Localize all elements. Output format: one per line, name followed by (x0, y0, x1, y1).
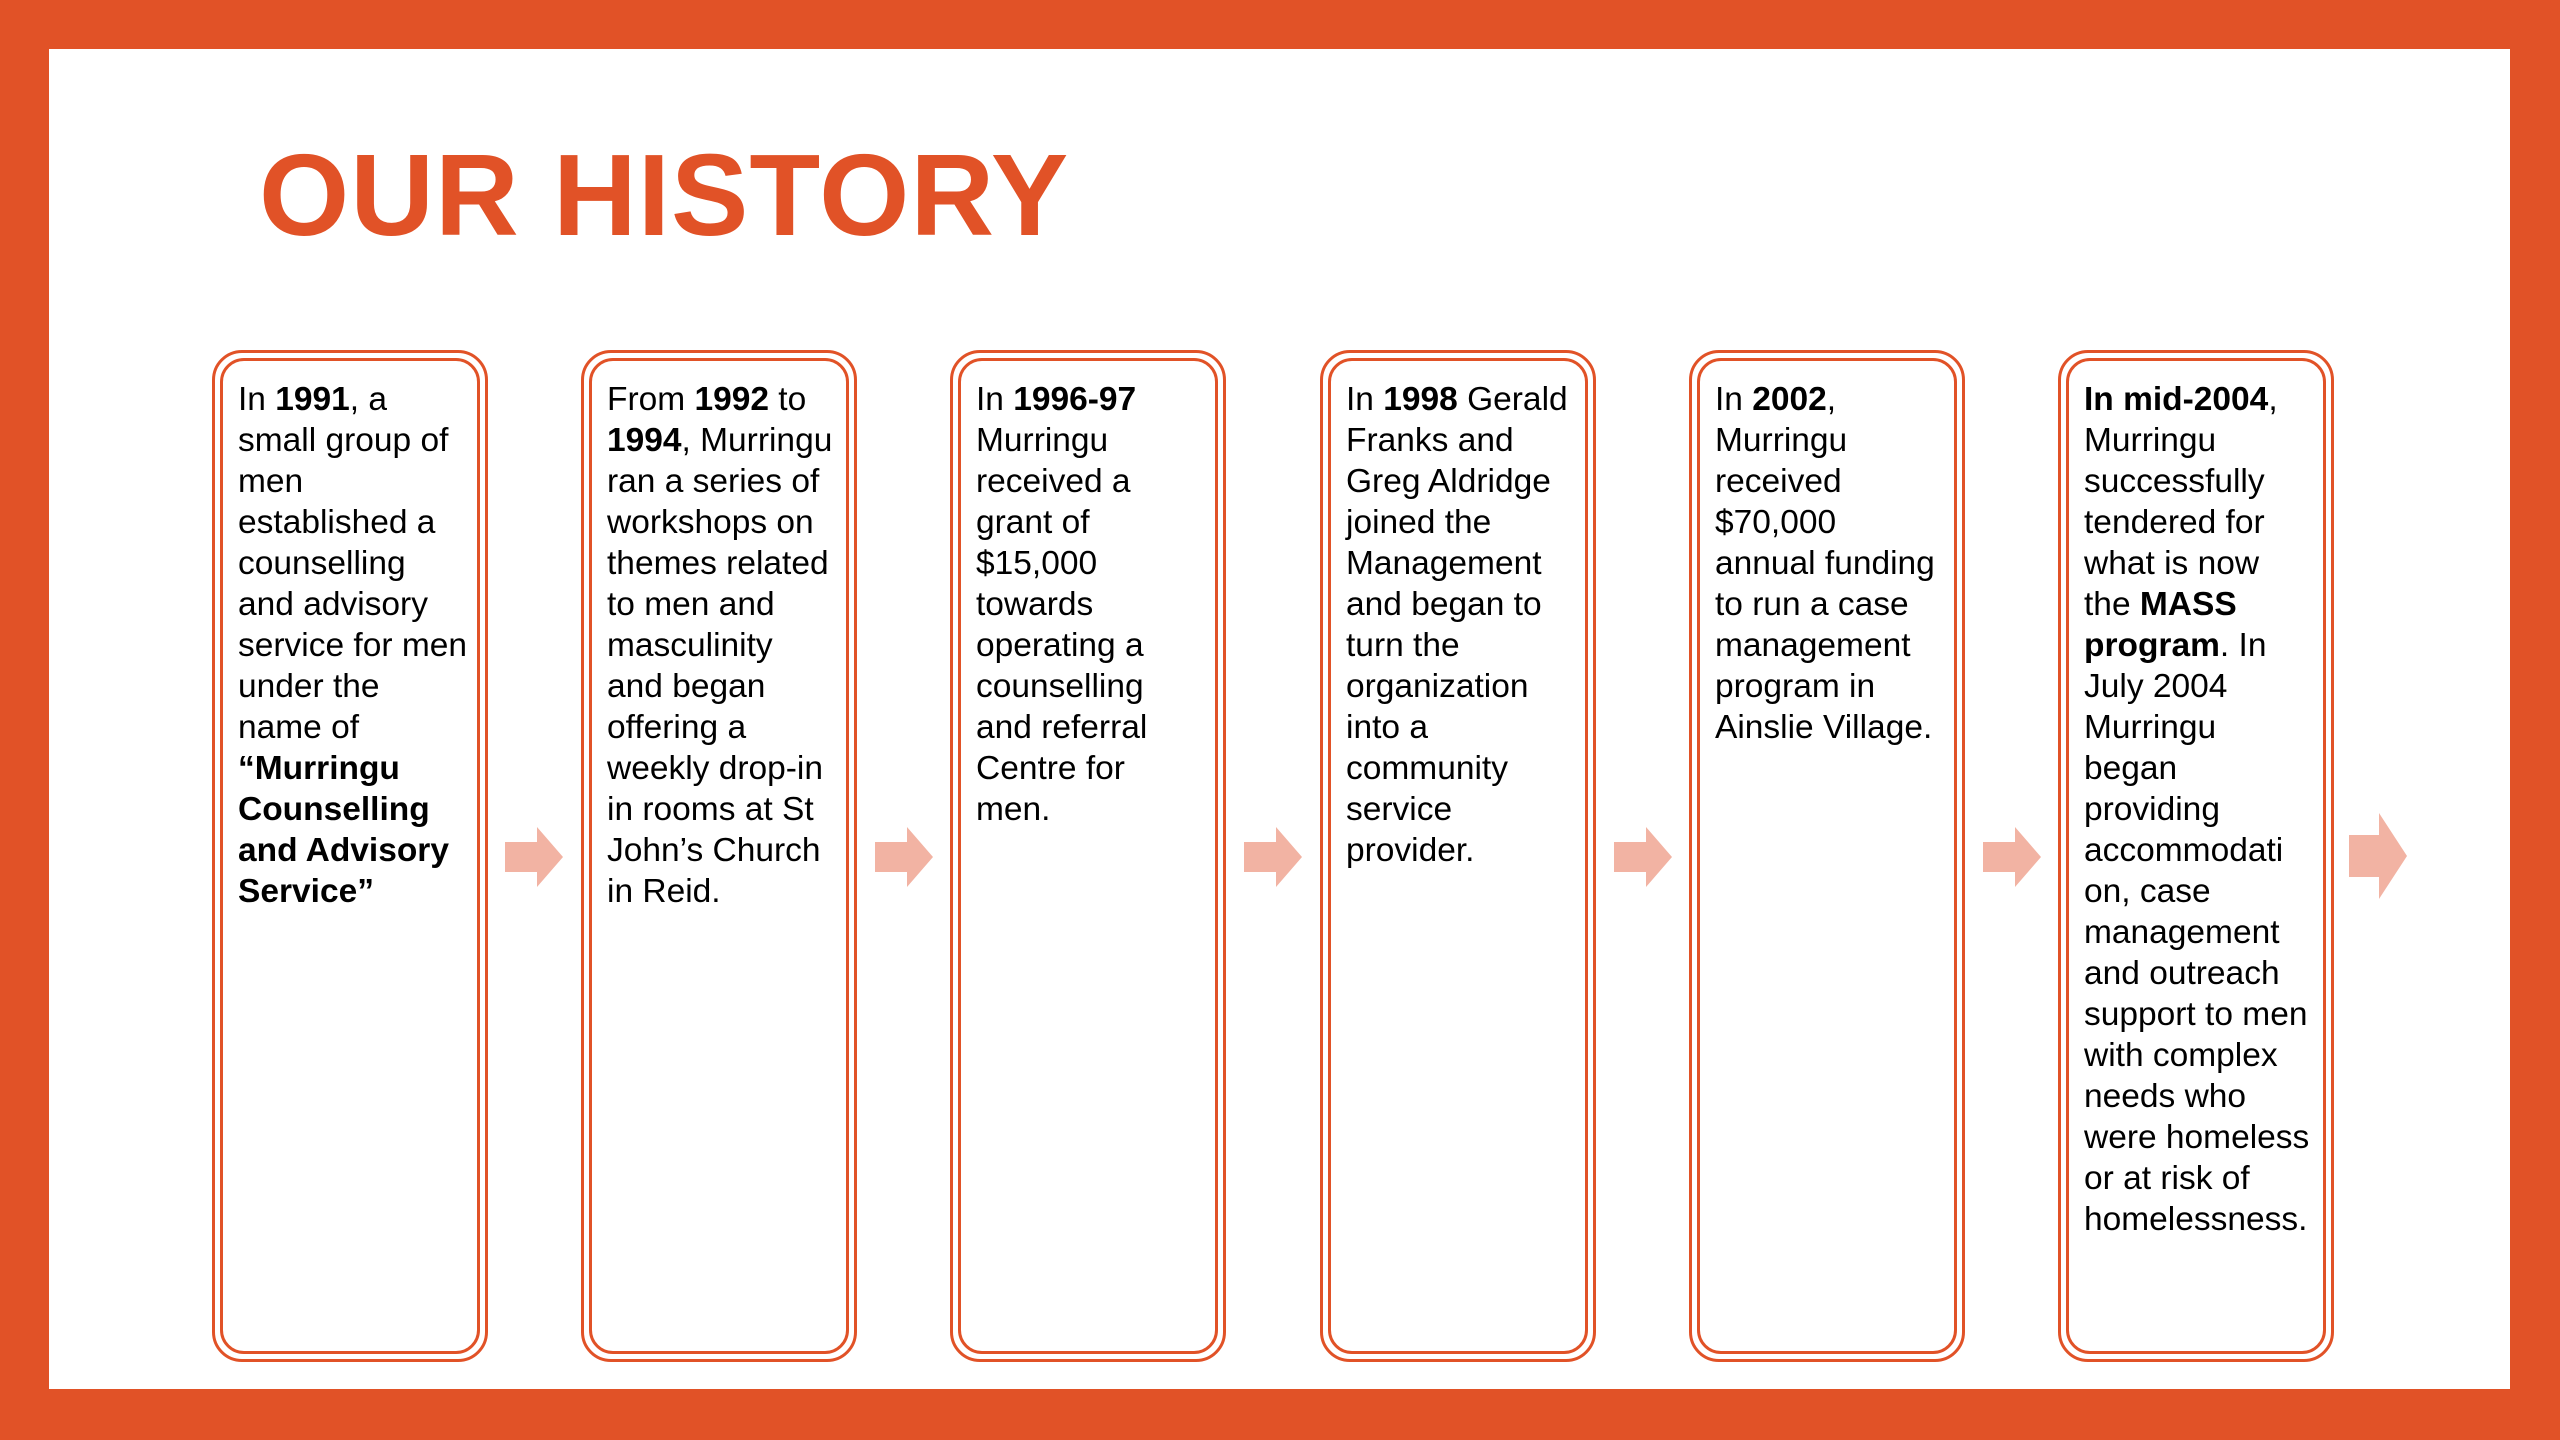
right-arrow-icon (1614, 827, 1672, 887)
right-arrow-icon (1244, 827, 1302, 887)
card-text: Gerald Franks and Greg Aldridge joined the Management and began to turn the organization into a community service provider. (1346, 381, 1568, 869)
slide-title: OUR HISTORY (259, 130, 1070, 260)
timeline-card-1991 (212, 350, 488, 1362)
right-arrow-icon (1983, 827, 2041, 887)
card-text-bold: “Murringu Counselling and Advisory Service” (238, 750, 449, 910)
card-text: . In July 2004 Murringu began providing accommodati on, case management and outreach support to men with complex needs who were homeless or at risk of homelessness. (2084, 627, 2310, 1238)
card-text: Murringu received a grant of $15,000 towards operating a counselling and referral Centre for men. (976, 422, 1148, 828)
card-text: In (238, 381, 276, 418)
card-text: From (607, 381, 695, 418)
timeline-card-text (1697, 358, 1957, 1354)
right-arrow-icon (505, 827, 563, 887)
right-arrow-icon (875, 827, 933, 887)
card-text-bold: 2002 (1752, 381, 1827, 418)
card-text: , Murringu ran a series of workshops on themes related to men and masculinity and began offering a weekly drop-in in rooms at St John’s Church in Reid. (607, 422, 833, 910)
timeline-card-text (1328, 358, 1588, 1354)
card-text-bold: 1996-97 (1013, 381, 1137, 418)
card-text: In (1346, 381, 1384, 418)
card-text-bold: 1992 (694, 381, 769, 418)
card-text-bold: 1994 (607, 422, 682, 459)
timeline-card-text (958, 358, 1218, 1354)
timeline-card-text (220, 358, 480, 1354)
timeline-card-1996 (950, 350, 1226, 1362)
card-text: , a small group of men established a counselling and advisory service for men under the name of (238, 381, 467, 746)
card-text: , Murringu received $70,000 annual funding to run a case management program in Ainslie Village. (1715, 381, 1935, 746)
card-text-bold: MASS program (2084, 586, 2237, 664)
timeline-card-text (589, 358, 849, 1354)
card-text-bold: In mid-2004 (2084, 381, 2269, 418)
card-text: In (976, 381, 1014, 418)
card-text: to (769, 381, 807, 418)
card-text-bold: 1991 (275, 381, 350, 418)
timeline-card-1992 (581, 350, 857, 1362)
card-text-bold: 1998 (1383, 381, 1458, 418)
timeline-card-2004 (2058, 350, 2334, 1362)
timeline-card-1998 (1320, 350, 1596, 1362)
card-text: , Murringu successfully tendered for what is now the (2084, 381, 2278, 623)
card-text: In (1715, 381, 1753, 418)
timeline-card-text (2066, 358, 2326, 1354)
timeline-card-2002 (1689, 350, 1965, 1362)
right-arrow-icon (2349, 813, 2407, 899)
